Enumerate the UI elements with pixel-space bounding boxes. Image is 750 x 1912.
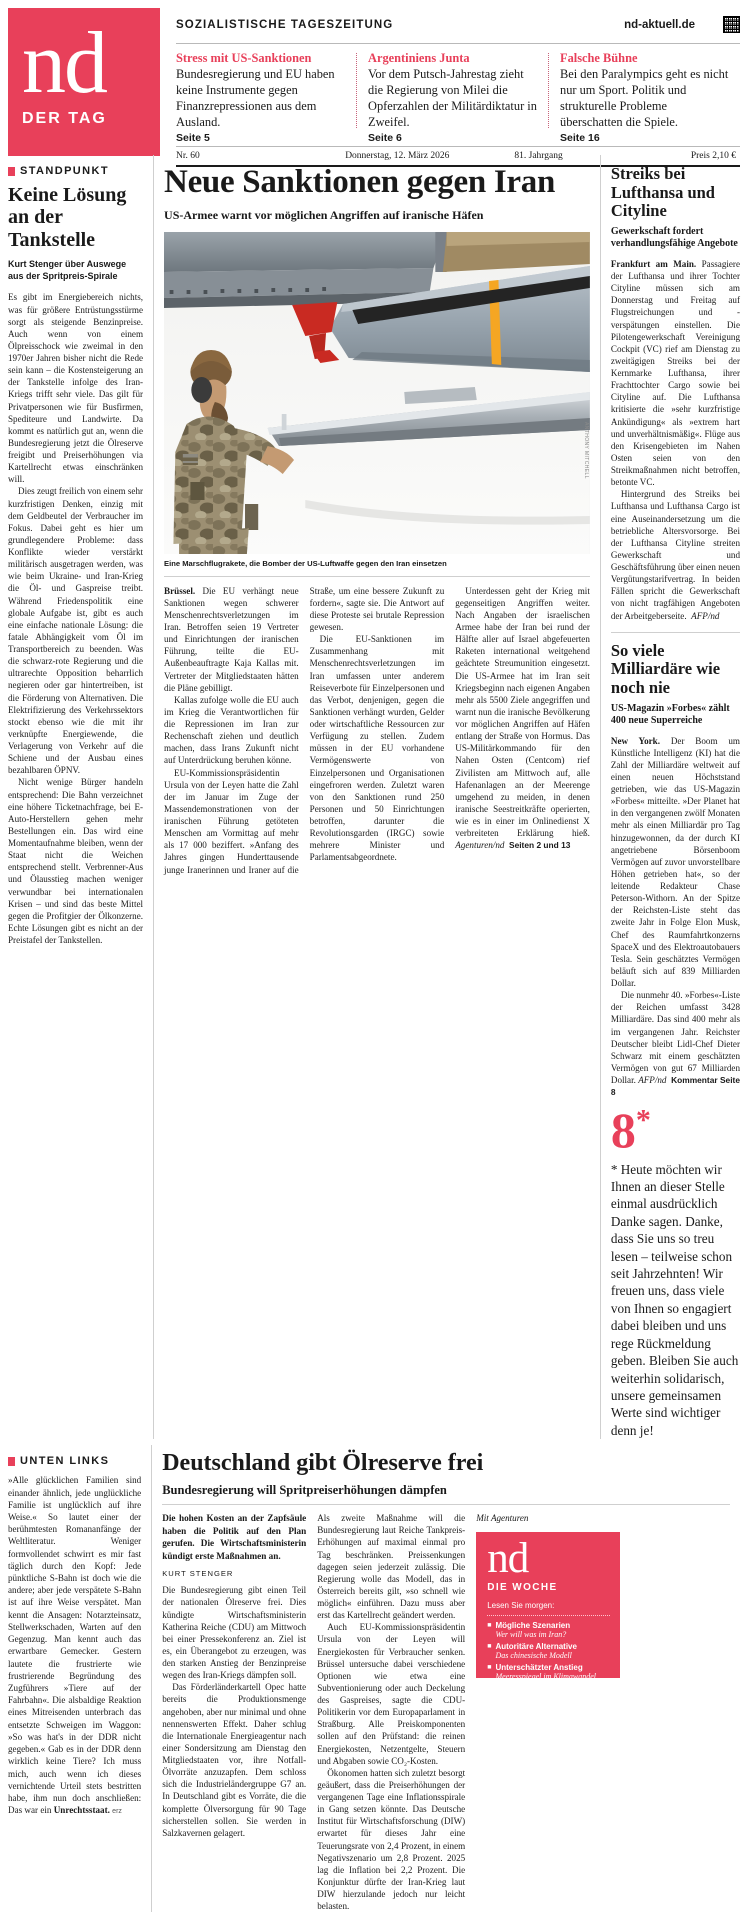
paragraph [611, 258, 740, 488]
teaser-text: Bundesregierung und EU haben keine Instrumente gegen Finanzrepressionen aus dem Ausland. [176, 67, 335, 129]
woche-item-title: Autoritäre Alternative [495, 1642, 577, 1652]
woche-list-item[interactable] [487, 1621, 610, 1639]
pages-reference[interactable]: Seiten 2 und 13 [508, 840, 571, 851]
square-marker-icon [8, 167, 15, 176]
bottom-section [0, 1445, 750, 1912]
forbes-subhead: US-Magazin »Forbes« zählt 400 neue Superreiche [610, 702, 730, 727]
oil-body-2 [317, 1512, 465, 1912]
teaser-row [176, 44, 740, 144]
lufthansa-subhead: Gewerkschaft fordert verhandlungsfähige Angebote [610, 225, 738, 250]
nd-wordmark: nd [22, 14, 106, 112]
masthead-right [160, 8, 740, 161]
teaser-page-ref: Seite 16 [560, 131, 600, 144]
dateline: New York. [610, 735, 661, 746]
standpunkt-byline: Kurt Stenger über Auswege aus der Spritpreis-Spirale [8, 259, 127, 282]
agency-note [476, 1512, 624, 1524]
square-marker-icon [8, 1457, 15, 1466]
photo-credit: ANTHONY MITCHELL [582, 421, 589, 479]
right-column [600, 155, 740, 1439]
main-story-body [164, 585, 590, 876]
standpunkt-body [8, 291, 143, 946]
woche-list-item[interactable] [487, 1642, 610, 1660]
oil-lead: Die hohen Kosten an der Zapfsäule haben die Politik auf den Plan gerufen. Die Wirtschaftsministerin kündigt erste Maßnahmen an. [162, 1513, 307, 1561]
oil-story-column [152, 1445, 740, 1912]
main-headline[interactable]: Neue Sanktionen gegen Iran [164, 164, 556, 200]
photo-illustration [164, 232, 590, 554]
teaser-page-ref: Seite 6 [368, 131, 402, 144]
woche-item-subtitle: Meeresspiegel im Klimawandel [495, 1672, 597, 1682]
paragraph-text: Unterdessen geht der Krieg mit gegenseitigen Angriffen weiter. Nach Angaben der israelischen Armee habe der Iran bei rund der Hälfte aller auf Israel abgefeuerten Raketen international weitgehend geächtete Streumunition eingesetzt. Die US-Armee hat im Iran seit Kriegsbeginn nach eigenen Angaben mehr als 5500 Ziele angegriffen und warnt nun die iranische Bevölkerung vor möglichen Angriffen auf Häfen entlang der Straße von Hormus. Das US-Militärkommando für den Nahen Osten (Centcom) rief Zivilisten am Mittwoch auf, alle Hafenanlagen an der Meerenge umgehend zu meiden, in denen iranische Seestreitkräfte operierten, wie es in einer im Onlinedienst X verbreiteten Erklärung hieß. [455, 585, 590, 839]
issue-number: Nr. 60 [176, 150, 200, 161]
woche-lead: Lesen Sie morgen: [487, 1601, 610, 1616]
paragraph: Die Bundesregierung gibt einen Teil der nationalen Ölreserve frei. Dies kündigte Wirtschaftsministerin Katherina Reiche (CDU) am Mittwoch bei einer Pressekonferenz an. Ziel ist es, ein Überangebot zu erzeugen, was den starken Anstieg der Benzinpreise wegen des Iran-Kriegs dämpfen soll. [162, 1585, 307, 1681]
teaser-item[interactable] [548, 51, 740, 144]
standpunkt-section-tag [8, 155, 143, 184]
paragraph: Dies zeugt freilich von einem sehr kurzfristigen Denken, einzig mit dem Geldbeutel der Verbraucher im Fokus. Dabei geht es hier um grundlegendere Probleme: dass Konflikte wieder verstärkt militärisch ausgetragen werden, was wie beim Ukraine- und Iran-Krieg die Öl- und Gaspreise treibt. Während Friedenspolitik eine globale Aufgabe ist, gibt es auch eine einfache nationale Lösung: die fatale Abhängigkeit vom Öl im Transportbereich zu beenden. Was die schwarz-rote Regierung und die ultrarechte Opposition beharrlich negieren oder gar hintertreiben, ist die Förderung von Alternativen. Die Elektrifizierung des Verkehrssektors stockt ebenso wie die mit ihr verknüpfte Energiewende, die Verlagerung von Verkehr auf die Schiene und der Ausbau eines bezahlbaren ÖPNV. [8, 486, 144, 776]
bullet-icon: ■ [487, 1642, 492, 1651]
masthead-topbar [176, 8, 740, 44]
forbes-body [611, 735, 740, 1099]
qr-code-icon[interactable] [723, 16, 740, 33]
oil-subheadline: Bundesregierung will Spritpreiserhöhungen dämpfen [162, 1483, 730, 1505]
photo-caption: Eine Marschflugrakete, die Bomber der US-Luftwaffe gegen den Iran einsetzen [164, 554, 590, 577]
number-8: 8 [610, 1101, 636, 1158]
teaser-page-ref: Seite 5 [176, 131, 210, 144]
woche-promo-box[interactable] [476, 1532, 620, 1682]
masthead-slogan: SOZIALISTISCHE TAGESZEITUNG [176, 18, 394, 31]
paragraph-text: Der Boom um Künstliche Intelligenz (KI) hat die Zahl der Milliardäre weltweit auf einen neuen Höchststand getrieben, wie das US-Magazin »Forbes« mitteilte. »Der Planet hat in den vergangenen zwölf Monaten mehr als einen Milliardär pro Tag hinzugewonnen, da der durch KI angetriebene Börsenboom Vermögen auf zuvor unvorstellbare Höhen getrieben hat«, so der leitende Redakteur Chase Peterson-Withorn. An der Spitze der Reichsten-Liste steht das zweite Jahr in Folge Elon Musk, Chef des Raumfahrtkonzerns SpaceX und des Elektroautobauers Tesla. Sein geschätztes Vermögen beläuft sich auf 839 Milliarden Dollar. [610, 735, 740, 989]
thanks-number [610, 1099, 740, 1158]
paragraph: Es gibt im Energiebereich nichts, was für größere Entrüstungsstürme sorgt als steigende Benzinpreise. Auch wenn von einem Ölpreisschock wie zweimal in den 1970er Jahren bisher nicht die Rede sein kann – die Kostensteigerung an der Tankstelle infolge des Iran-Kriegs trifft sehr viele. Das gilt für Privatpersonen wie für Busfirmen, Spediteure und Landwirte. Da kommt es natürlich gut an, wenn die Bundesregierung jetzt die Ölreserve freigibt und Preiserhöhungen via Kartellrecht etwas einschränken will. [8, 292, 144, 485]
paragraph [611, 735, 740, 990]
paragraph [611, 488, 740, 621]
teaser-kicker: Argentiniens Junta [368, 51, 470, 65]
paragraph-text: Hintergrund des Streiks bei Lufthansa und Lufthansa Cargo ist eine Auseinandersetzung um die betriebliche Altersvorsorge. Bei der Lufthansa Cityline streiten Gewerkschaft und Geschäftsführung über einen neuen Vergütungstarifvertrag. In beiden Fällen spricht die Gewerkschaft von nicht tragfähigen Angeboten der Arbeitgeberseite. [610, 489, 740, 621]
lufthansa-body [611, 258, 740, 622]
unten-links-signature: erz [112, 1808, 122, 1816]
paragraph: Als zweite Maßnahme will die Bundesregierung laut Reiche Tankpreis-Erhöhungen auf maximal einmal pro Tag beschränken. Preissenkungen dagegen seien jederzeit zulässig. Die Regierung wolle das Modell, das in Österreich bereits gilt, »so schnell wie möglich« einführen. Dazu muss aber erst das Kartellrecht geändert werden. [317, 1513, 466, 1621]
forbes-headline[interactable]: So viele Milliardäre wie noch nie [610, 640, 721, 697]
paragraph: Das Förderländerkartell Opec hatte bereits die Produktionsmenge angehoben, aber nur minimal und ohne nennenswerten Effekt. Daher schlug die Internationale Energieagentur nach einer Sondersitzung am Dienstag den Mitgliedstaaten vor, ihre Notfall-Ölvorräte anzuzapfen. Dem schloss sich die Industrieländergruppe G7 an. In Deutschland gibt es Vorräte, die die komplette Ölversorgung für 90 Tage sicherstellen sollen. Sie werden in Salzkavernen gelagert. [162, 1682, 307, 1838]
bullet-icon: ■ [487, 1663, 492, 1672]
paragraph [611, 989, 740, 1098]
woche-subtitle: DIE WOCHE [487, 1582, 558, 1594]
oil-column-1 [162, 1512, 306, 1912]
paragraph-text: Passagiere der Lufthansa und ihrer Tochter Cityline müssen sich am Donnerstag und Freitag auf Flugstreichungen und -verspätungen einstellen. Die Pilotengewerkschaft Vereinigung Cockpit (VC) rief am Dienstag zu zweitägigen Streiks bei der Kernmarke Lufthansa, ihrer Frachttochter Cargo sowie bei Cityline auf. Die Lufthansa kritisierte die »sehr kurzfristige Ankündigung« als »extrem hart und unverhältnismäßig«. Flüge aus den Krisengebieten im Nahen Osten seien von den Streikmaßnahmen nicht betroffen, betonte VC. [610, 258, 740, 488]
oil-body-1 [162, 1584, 306, 1839]
agency-credit: AFP/nd [691, 610, 720, 621]
paragraph-text: Die EU verhängt neue Sanktionen wegen schwerer Menschenrechtsverletzungen im Iran. Betroffen seien 19 Vertreter und Einrichtungen der iranischen Führung, teilte die EU-Außenbeauftragte Kaja Kallas mit. Vertreter der Mitgliedstaaten hätten die Pläne gebilligt. [164, 585, 299, 693]
nd-logo-subtitle: DER TAG [22, 110, 107, 128]
agency-credit: AFP/nd [638, 1075, 667, 1086]
woche-list [487, 1621, 610, 1681]
oil-column-3 [476, 1512, 624, 1912]
paragraph: Auch EU-Kommissionspräsidentin Ursula von der Leyen will Energiekosten für Verbraucher senken. Brüssel untersuche dabei verschiedene Optionen wie etwa eine Subventionierung oder auch Deckelung des Gaspreises, sagte die CDU-Politikerin vor dem Europaparlament in Straßburg. Alle Preiskomponenten sollen auf den Prüfstand: die reinen Energiekosten, Netzentgelte, Steuern und Abgaben sowie CO₂-Kosten. [317, 1622, 466, 1766]
dateline: Brüssel. [164, 585, 196, 596]
paragraph: Die EU-Sanktionen im Zusammenhang mit Menschenrechtsverletzungen im Iran umfassen unter anderem Reiseverbote für Einzelpersonen und das Verbot, denjenigen, gegen die Sanktionen verhängt wurden, Gelder oder wirtschaftliche Ressourcen zur Verfügung zu stellen. Zudem müssen in der EU vorhandene Vermögenswerte von Einzelpersonen und Organisationen eingefroren werden. Zuletzt waren von den Sanktionen rund 250 Personen und 50 Einrichtungen betroffen, darunter die Revolutionsgarden (IRGC) sowie mehrere Minister und Parlamentsabgeordnete. [309, 634, 445, 863]
woche-list-item[interactable] [487, 1663, 610, 1681]
unten-links-label: UNTEN LINKS [20, 1455, 110, 1468]
unten-links-body [8, 1474, 141, 1816]
issue-price: Preis 2,10 € [690, 150, 736, 161]
unten-links-bold: Unrechtsstaat. [53, 1805, 110, 1816]
woche-item-subtitle: Das chinesische Modell [495, 1651, 572, 1661]
lufthansa-headline[interactable]: Streiks bei Lufthansa und Cityline [610, 164, 715, 221]
unten-links-text: »Alle glücklichen Familien sind einander ähnlich, jede unglückliche Familie ist unglücklich auf ihre Weise.« So lautet einer der berühmtesten Romananfänge der Weltliteratur. Weniger formvollendet schwirrt es mir fast täglich durch den Kopf: Jede pünktliche S-Bahn ist doch wie die andere; aber jede verspätete S-Bahn ist auf ihre Weise verspätet. Man kennt die Ansagen: Notarzteinsatz, Stellwerkschaden, Warten auf den Gegenzug. Man kennt auch das erwartbare Gemecker. Gestern lautete die frustrierte wie frustrierende Begründung des Zugführers »Tiere auf der Fahrbahn«. Die alsbaldige Reaktion eines Mitreisenden unterbrach das entsetzte Schweigen im Waggon: »So was hat's in der DDR nicht gegeben.« Gab es in der DDR denn wirklich keine Tiere? Ich muss mich, auch wenn ich dieses vernichtende Urteil stets bestritten habe, ihm nun doch anschließen: Das war ein [8, 1475, 142, 1816]
bullet-icon: ■ [487, 1621, 492, 1630]
paragraph [164, 585, 299, 694]
main-content-grid [0, 155, 750, 1439]
paragraph: EU-Kommissionspräsidentin Ursula von der Leyen hatte die Zahl der im Januar im Zuge der Massendemonstrationen von der iranischen Führung getöteten Menschen am Vormittag auf mehr als 17 000 beziffert. »Anfang des Jahres gingen Hunderttausende junge Iranerinnen und Iraner auf die Straße, um eine bessere Zukunft zu fordern«, sagte sie. Die Antwort auf diese Proteste sei brutale Repression gewesen. [164, 585, 445, 875]
unten-links-section-tag [8, 1445, 141, 1474]
paragraph-text: Die nunmehr 40. »Forbes«-Liste der Reichen umfasst 3428 Milliardäre. Das sind 400 mehr als im vergangenen Jahr. Reichster Deutscher bleibt Lidl-Chef Dieter Schwarz mit einem geschätzten Vermögen von gut 67 Milliarden Dollar. [610, 990, 740, 1086]
left-column [8, 155, 154, 1439]
woche-item-title: Mögliche Szenarien [495, 1621, 571, 1631]
issue-date: Donnerstag, 12. März 2026 [345, 150, 450, 161]
oil-author: KURT STENGER [162, 1569, 234, 1579]
teaser-text: Bei den Paralympics geht es nicht nur um Sport. Politik und strukturelle Probleme überschatten die Spiele. [560, 67, 729, 129]
oil-column-2 [317, 1512, 465, 1912]
paragraph: Kallas zufolge wolle die EU auch im Krieg die Verantwortlichen für die Repressionen im Iran zur Rechenschaft ziehen und deutlich machen, dass Irans Zukunft nicht auf Unterdrückung beruhen könne. [164, 694, 299, 766]
asterisk: * [635, 1102, 651, 1136]
teaser-kicker: Falsche Bühne [560, 51, 638, 65]
teaser-text: Vor dem Putsch-Jahrestag zieht die Regierung von Milei die Opferzahlen der Militärdiktatur in Zweifel. [368, 67, 537, 129]
standpunkt-label: STANDPUNKT [20, 165, 109, 177]
paragraph [455, 585, 590, 852]
oil-body-3 [476, 1512, 624, 1524]
masthead [0, 0, 750, 161]
agency-credit: Agenturen/nd [455, 840, 505, 851]
teaser-item[interactable] [176, 51, 356, 144]
teaser-item[interactable] [356, 51, 548, 144]
divider [611, 632, 740, 633]
oil-headline[interactable]: Deutschland gibt Ölreserve frei [162, 1450, 484, 1477]
dateline: Frankfurt am Main. [610, 258, 697, 269]
woche-item-subtitle: Wer will was im Iran? [495, 1630, 567, 1640]
woche-logo: nd [487, 1535, 529, 1583]
main-subheadline: US-Armee warnt vor möglichen Angriffen auf iranische Häfen [164, 207, 484, 222]
main-photo [164, 232, 590, 554]
issue-volume: 81. Jahrgang [514, 150, 563, 161]
unten-links-column [8, 1445, 152, 1912]
oil-story-columns [162, 1512, 730, 1912]
agency-credit: Mit Agenturen [476, 1513, 529, 1524]
thanks-note: * Heute möchten wir Ihnen an dieser Stelle einmal ausdrücklich Danke sagen. Danke, dass Sie uns so treu lesen – teilweise schon seit Jahrzehnten! Wir freuen uns, dass viele von Ihnen so engagiert dabei bleiben und uns rege Rückmeldung geben. Bleiben Sie auch weiterhin solidarisch, unsere gemeinsamen Werte sind wichtiger denn je! [610, 1161, 739, 1438]
teaser-kicker: Stress mit US-Sanktionen [176, 51, 312, 65]
comment-reference[interactable]: Kommentar Seite 8 [610, 1075, 740, 1098]
paragraph: Nicht wenige Bürger handeln entsprechend: Die Bahn verzeichnet eine höhere Ticketnachfrage, bei E-Auto-Herstellern gehen mehr Bestellungen ein. Das wird eine Momentaufnahme bleiben, wenn der Staat nicht die Weichen entsprechend stellt. Verbrenner-Aus und Ölausstieg machen weniger verwundbar bei internationalen Krisen – und sind das beste Mittel gegen die Profitgier der Ölkonzerne. Echte Lösungen gibt es nicht an der Preistafel der Tankstellen. [8, 777, 144, 946]
center-column [154, 155, 600, 1439]
paragraph: Ökonomen hatten sich zuletzt besorgt geäußert, dass die Preiserhöhungen der vergangenen Tage eine Inflationsspirale in Gang setzen könnte. Das Deutsche Institut für Wirtschaftsforschung (DIW) erwartet für dieses Jahr eine Teuerungsrate von 2,4 Prozent, in einem Negativszenario um 2,8 Prozent. 2025 lag die Inflation bei 2,2 Prozent. Die Konjunktur dürfte der Iran-Krieg laut DIW hierzulande jedoch nur leicht belasten. [317, 1767, 466, 1912]
nd-logo-box[interactable] [8, 8, 160, 156]
masthead-website-url[interactable]: nd-aktuell.de [624, 18, 695, 31]
standpunkt-headline[interactable]: Keine Lösung an der Tankstelle [8, 184, 127, 251]
woche-item-title: Unterschätzter Anstieg [495, 1663, 583, 1673]
